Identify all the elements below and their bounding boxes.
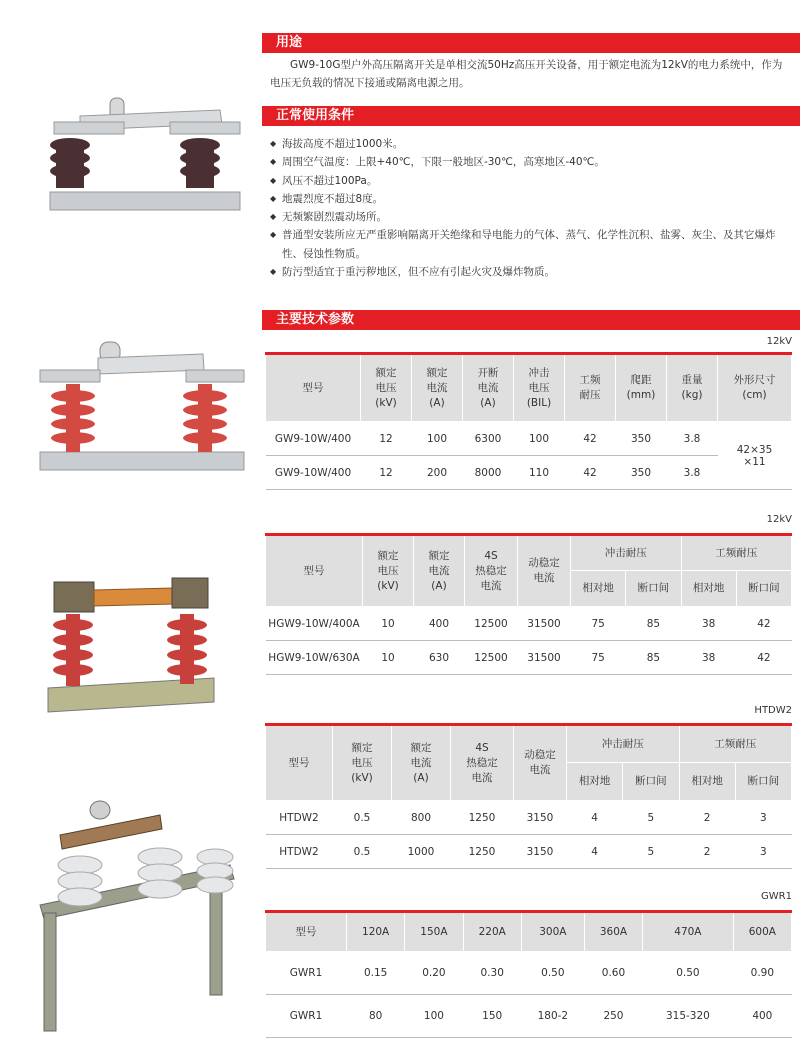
table-cell: 350 [616, 422, 667, 456]
table-cell: 2 [679, 835, 735, 869]
table-cell: HTDW2 [266, 801, 333, 835]
table-cell: 315-320 [643, 995, 734, 1038]
table-header: 4S 热稳定 电流 [465, 535, 518, 607]
table-cell: 3150 [514, 801, 567, 835]
table-header: 断口间 [623, 763, 679, 801]
table-cell: 4 [567, 835, 623, 869]
product-photo-gw9-brown [40, 90, 250, 220]
params-heading: 主要技术参数 [262, 310, 800, 330]
table-cell: 1000 [392, 835, 451, 869]
table-header: 相对地 [567, 763, 623, 801]
table-cell: GWR1 [266, 952, 347, 995]
table-header: 型号 [266, 912, 347, 952]
table-cell: 400 [414, 607, 465, 641]
table-header: 工频耐压 [681, 535, 792, 571]
table-header: 型号 [266, 535, 363, 607]
table-cell: 0.5 [333, 801, 392, 835]
table-cell: GW9-10W/400 [266, 422, 361, 456]
product-photo-hgw9 [44, 570, 219, 715]
table-cell: 0.60 [584, 952, 642, 995]
table-header: 工频 耐压 [565, 354, 616, 422]
table-header: 断口间 [735, 763, 791, 801]
condition-item: ◆ 风压不超过100Pa。 [270, 172, 790, 190]
table-cell: 42 [565, 422, 616, 456]
spec-table-gw9 [265, 352, 792, 490]
table-cell: HTDW2 [266, 835, 333, 869]
table-row [266, 835, 792, 869]
table-cell: 42 [736, 641, 791, 675]
table-header: 冲击耐压 [567, 725, 680, 763]
table-row [266, 801, 792, 835]
table-cell: 42 [736, 607, 791, 641]
table-header: 型号 [266, 725, 333, 801]
table-header: 300A [521, 912, 584, 952]
table-cell: HGW9-10W/630A [266, 641, 363, 675]
table-cell: 12 [361, 456, 412, 490]
table-header: 额定 电流 (A) [392, 725, 451, 801]
table-cell: 38 [681, 607, 736, 641]
table-cell: 3.8 [667, 456, 718, 490]
table-cell: HGW9-10W/400A [266, 607, 363, 641]
table-header: 重量 (kg) [667, 354, 718, 422]
table-cell: 12 [361, 422, 412, 456]
table-cell: 0.30 [463, 952, 521, 995]
table-header: 工频耐压 [679, 725, 792, 763]
table-row [266, 422, 792, 456]
table-cell: 10 [363, 607, 414, 641]
table-cell: 5 [623, 801, 679, 835]
table-cell: 0.50 [521, 952, 584, 995]
table-header: 断口间 [736, 571, 791, 607]
conditions-heading: 正常使用条件 [262, 106, 800, 126]
condition-item: ◆ 普通型安装所应无严重影响隔离开关绝缘和导电能力的气体、蒸气、化学性沉积、盐雾、灰尘、及其它爆炸性、侵蚀性物质。 [270, 226, 790, 263]
condition-item: ◆ 海拔高度不超过1000米。 [270, 135, 790, 153]
table-header: 360A [584, 912, 642, 952]
table-row [266, 641, 792, 675]
table-cell: 38 [681, 641, 736, 675]
table-cell: GW9-10W/400 [266, 456, 361, 490]
table-cell: 3 [735, 801, 791, 835]
table-header: 冲击耐压 [571, 535, 682, 571]
usage-heading: 用途 [262, 33, 800, 53]
table-cell: 31500 [518, 607, 571, 641]
table-cell: 0.50 [643, 952, 734, 995]
table-header: 额定 电流 (A) [414, 535, 465, 607]
table2-unit: 12kV [766, 514, 792, 525]
spec-table-hgw9 [265, 533, 792, 675]
table-header: 动稳定 电流 [514, 725, 567, 801]
table-cell: 400 [733, 995, 791, 1038]
table-header: 120A [347, 912, 405, 952]
table-cell: 5 [623, 835, 679, 869]
table-header: 动稳定 电流 [518, 535, 571, 607]
table-row [266, 456, 792, 490]
table-row [266, 952, 792, 995]
table-cell: 3.8 [667, 422, 718, 456]
spec-table-gwr1 [265, 910, 792, 1038]
product-photo-htdw2 [30, 795, 255, 1035]
table-cell: 0.90 [733, 952, 791, 995]
table-cell: 85 [626, 607, 681, 641]
product-photo-column [0, 0, 262, 1037]
table-header: 额定 电压 (kV) [333, 725, 392, 801]
table-cell: 3150 [514, 835, 567, 869]
table-cell: 4 [567, 801, 623, 835]
table-cell: 85 [626, 641, 681, 675]
table-header: 相对地 [571, 571, 626, 607]
table-header: 600A [733, 912, 791, 952]
table-header: 220A [463, 912, 521, 952]
condition-item: ◆ 防污型适宜于重污秽地区，但不应有引起火灾及爆炸物质。 [270, 263, 790, 281]
product-photo-gw9-red [38, 340, 253, 475]
table-cell: 200 [412, 456, 463, 490]
table-header: 断口间 [626, 571, 681, 607]
table-header: 额定 电压 (kV) [363, 535, 414, 607]
table-cell: 100 [412, 422, 463, 456]
table-cell: 150 [463, 995, 521, 1038]
table-cell: 31500 [518, 641, 571, 675]
table-cell: 1250 [451, 835, 514, 869]
table-cell: 42 [565, 456, 616, 490]
condition-item: ◆ 无频繁剧烈震动场所。 [270, 208, 790, 226]
conditions-list [270, 135, 790, 281]
table-cell: 3 [735, 835, 791, 869]
table4-unit: GWR1 [761, 891, 792, 902]
table-header: 开断 电流 (A) [463, 354, 514, 422]
table-cell: 180-2 [521, 995, 584, 1038]
table-header: 470A [643, 912, 734, 952]
table-cell: 0.15 [347, 952, 405, 995]
table-cell: 75 [571, 607, 626, 641]
table-cell: 350 [616, 456, 667, 490]
table1-unit: 12kV [766, 336, 792, 347]
table-cell: 800 [392, 801, 451, 835]
table-cell: 10 [363, 641, 414, 675]
table-cell: 100 [514, 422, 565, 456]
table-cell: 2 [679, 801, 735, 835]
table-cell: 12500 [465, 607, 518, 641]
table-header: 相对地 [679, 763, 735, 801]
table-cell: 12500 [465, 641, 518, 675]
table-cell: 630 [414, 641, 465, 675]
table-header: 额定 电压 (kV) [361, 354, 412, 422]
table-header: 冲击 电压 (BIL) [514, 354, 565, 422]
table-cell: 80 [347, 995, 405, 1038]
table-header: 相对地 [681, 571, 736, 607]
spec-table-htdw2 [265, 723, 792, 869]
table-header: 额定 电流 (A) [412, 354, 463, 422]
table-row [266, 607, 792, 641]
table-header: 爬距 (mm) [616, 354, 667, 422]
table-cell: 110 [514, 456, 565, 490]
condition-item: ◆ 周围空气温度：上限+40℃，下限一般地区-30℃，高寒地区-40℃。 [270, 153, 790, 171]
table-cell: 250 [584, 995, 642, 1038]
table-cell: 8000 [463, 456, 514, 490]
usage-text: GW9-10G型户外高压隔离开关是单相交流50Hz高压开关设备，用于额定电流为12kV的电力系统中，作为电压无负载的情况下接通或隔离电源之用。 [270, 59, 783, 89]
table-cell: 100 [405, 995, 463, 1038]
table-cell: 0.5 [333, 835, 392, 869]
table-cell: 1250 [451, 801, 514, 835]
table-header: 150A [405, 912, 463, 952]
table3-unit: HTDW2 [754, 705, 792, 716]
table-header: 4S 热稳定 电流 [451, 725, 514, 801]
table-cell-dims: 42×35 ×11 [718, 422, 792, 490]
table-header: 外形尺寸 (cm) [718, 354, 792, 422]
condition-item: ◆ 地震烈度不超过8度。 [270, 190, 790, 208]
table-cell: 0.20 [405, 952, 463, 995]
table-cell: GWR1 [266, 995, 347, 1038]
table-cell: 75 [571, 641, 626, 675]
table-cell: 6300 [463, 422, 514, 456]
table-header: 型号 [266, 354, 361, 422]
table-row [266, 995, 792, 1038]
